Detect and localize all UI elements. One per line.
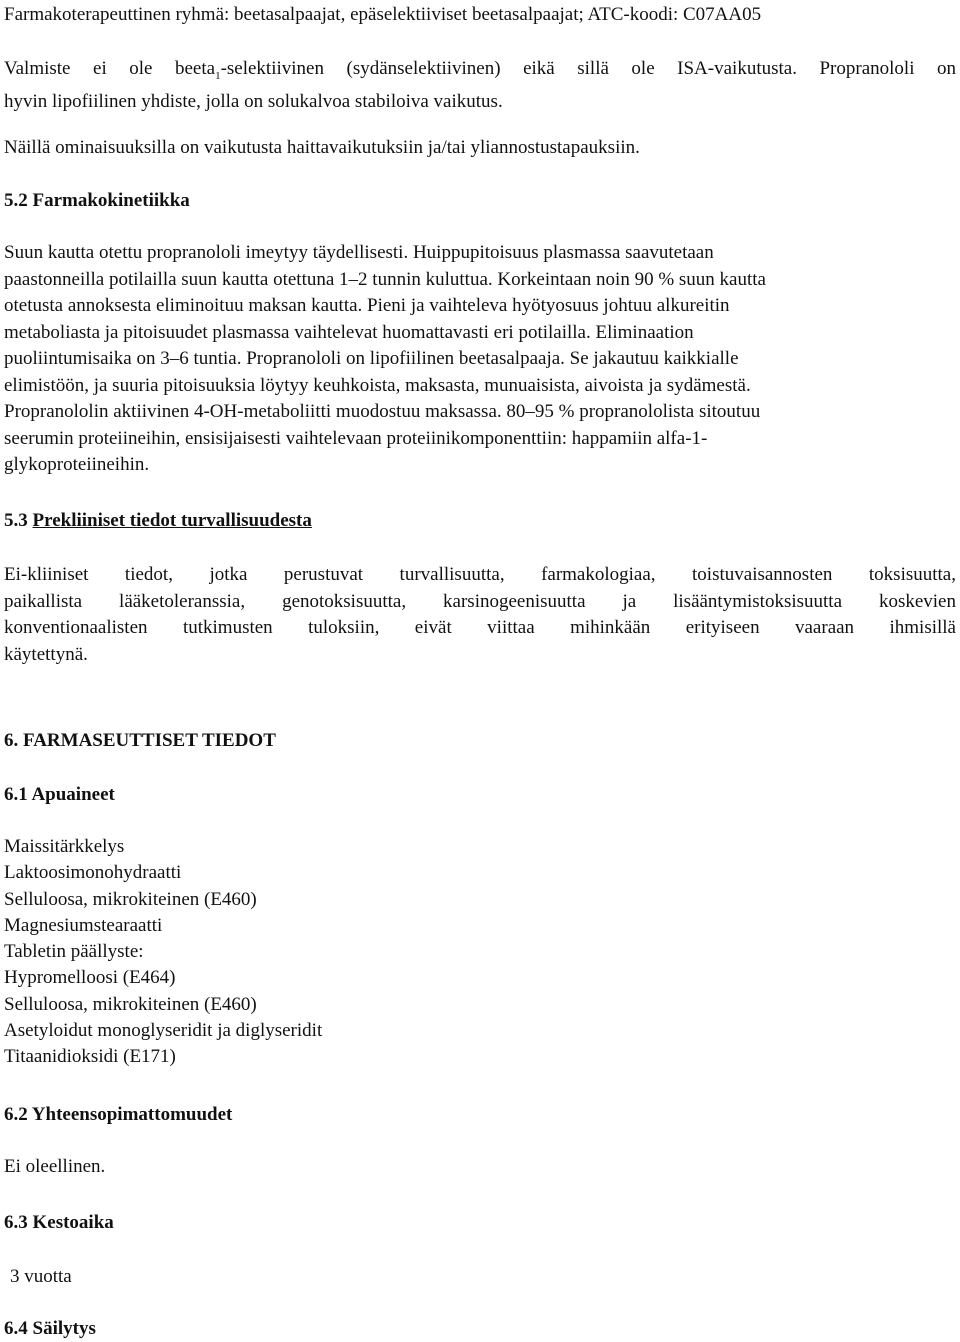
pharmacokinetics-paragraph: [4, 240, 956, 479]
heading-6-2: 6.2 Yhteensopimattomuudet: [4, 1104, 233, 1125]
list-item: Maissitärkkelys: [4, 836, 125, 857]
pk-line: Suun kautta otettu propranololi imeytyy täydellisesti. Huippupitoisuus plasmassa saavutetaan: [4, 242, 714, 263]
pk-line: metaboliasta ja pitoisuudet plasmassa vaihtelevat huomattavasti eri potilailla. Eliminaation: [4, 321, 694, 343]
excipient-list: [4, 834, 322, 1071]
list-item: Selluloosa, mikrokiteinen (E460): [4, 993, 257, 1015]
intro-line-2: hyvin lipofiilinen yhdiste, jolla on solukalvoa stabiloiva vaikutus.: [4, 91, 503, 113]
pk-line: Propranololin aktiivinen 4-OH-metaboliitti muodostuu maksassa. 80–95 % propranololista sitoutuu: [4, 401, 761, 422]
pk-line: elimistöön, ja suuria pitoisuuksia löytyy keuhkoista, maksasta, munuaisista, aivoista ja sydämestä.: [4, 374, 751, 396]
list-item: Magnesiumstearaatti: [4, 914, 163, 936]
list-item: Hypromelloosi (E464): [4, 967, 176, 989]
heading-6-1: 6.1 Apuaineet: [4, 784, 115, 805]
preclinical-line: paikallista lääketoleranssia, genotoksisuutta, karsinogeenisuutta ja lisääntymistoksisuutta koskevien: [4, 590, 956, 612]
heading-5-2: 5.2 Farmakokinetiikka: [4, 190, 190, 211]
intro-line-1: Valmiste ei ole beeta$_1$-selektiivinen (sydänselektiivinen) eikä sillä ole ISA-vaikutusta. Propranololi on: [4, 58, 956, 82]
preclinical-line: käytettynä.: [4, 643, 88, 665]
preclinical-line: konventionaalisten tutkimusten tuloksiin, eivät viittaa mihinkään erityiseen vaaraan ihmisillä: [4, 617, 956, 638]
properties-note: Näillä ominaisuuksilla on vaikutusta haittavaikutuksiin ja/tai yliannostustapauksiin.: [4, 137, 640, 158]
list-item: Asetyloidut monoglyseridit ja diglyseridit: [4, 1020, 323, 1042]
list-item: Laktoosimonohydraatti: [4, 862, 182, 884]
pk-line: puoliintumisaika on 3–6 tuntia. Propranololi on lipofiilinen beetasalpaaja. Se jakautuu kaikkialle: [4, 348, 739, 369]
pk-line: otetusta annoksesta eliminoituu maksan kautta. Pieni ja vaihteleva hyötyosuus johtuu alkureitin: [4, 295, 730, 316]
pk-line: glykoproteiineihin.: [4, 454, 150, 475]
list-item: Titaanidioksidi (E171): [4, 1046, 176, 1068]
pk-line: paastonneilla potilailla suun kautta otettuna 1–2 tunnin kuluttua. Korkeintaan noin 90 % suun kautta: [4, 268, 766, 290]
heading-5-3: 5.3 Prekliiniset tiedot turvallisuudesta: [4, 510, 312, 531]
heading-6-3: 6.3 Kestoaika: [4, 1212, 114, 1233]
preclinical-line: Ei-kliiniset tiedot, jotka perustuvat turvallisuutta, farmakologiaa, toistuvaisannosten toksisuutta,: [4, 564, 956, 585]
incompatibilities-text: Ei oleellinen.: [4, 1156, 106, 1177]
shelf-life-text: 3 vuotta: [10, 1266, 72, 1287]
preclinical-paragraph: [4, 562, 956, 668]
pk-line: seerumin proteiineihin, ensisijaisesti vaihtelevaan proteiinikomponenttiin: happamiin alfa-1-: [4, 427, 708, 449]
list-item: Tabletin päällyste:: [4, 941, 144, 963]
intro-paragraph: [4, 56, 956, 116]
heading-6-4: 6.4 Säilytys: [4, 1318, 96, 1339]
pharmacotherapeutic-group: Farmakoterapeuttinen ryhmä: beetasalpaajat, epäselektiiviset beetasalpaajat; ATC-koodi: C07AA05: [4, 4, 762, 25]
list-item: Selluloosa, mikrokiteinen (E460): [4, 888, 257, 910]
heading-6: 6. FARMASEUTTISET TIEDOT: [4, 730, 276, 751]
